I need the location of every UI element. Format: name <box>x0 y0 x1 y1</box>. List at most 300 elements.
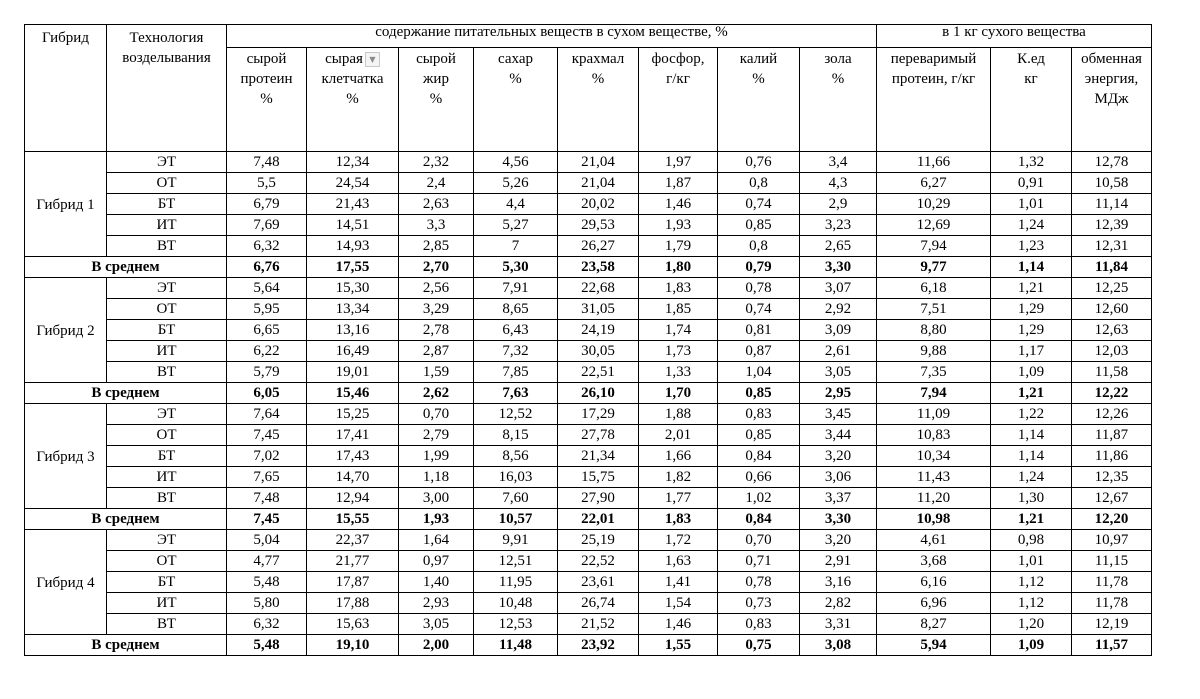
value-cell: 21,04 <box>558 152 639 173</box>
value-cell: 8,56 <box>474 446 558 467</box>
value-cell: 24,19 <box>558 320 639 341</box>
value-cell: 17,88 <box>307 593 399 614</box>
table-row <box>25 215 1152 236</box>
value-cell: 2,79 <box>399 425 474 446</box>
value-cell: 3,16 <box>800 572 877 593</box>
value-cell: 7,94 <box>877 236 991 257</box>
hybrid-cell: Гибрид 1 <box>25 152 107 257</box>
value-cell: 2,91 <box>800 551 877 572</box>
value-cell: 0,78 <box>718 572 800 593</box>
value-cell: 11,15 <box>1072 551 1152 572</box>
value-cell: 1,12 <box>991 593 1072 614</box>
value-cell: 2,92 <box>800 299 877 320</box>
value-cell: 6,32 <box>227 236 307 257</box>
column-header-line: МДж <box>1094 90 1129 107</box>
value-cell: 25,19 <box>558 530 639 551</box>
value-cell: 14,51 <box>307 215 399 236</box>
value-cell: 1,18 <box>399 467 474 488</box>
value-cell: 1,73 <box>639 341 718 362</box>
per-kg-group-header: в 1 кг сухого вещества <box>877 25 1152 48</box>
value-cell: 12,78 <box>1072 152 1152 173</box>
value-cell: 12,39 <box>1072 215 1152 236</box>
value-cell: 8,65 <box>474 299 558 320</box>
average-value-cell: 1,09 <box>991 635 1072 656</box>
column-header-line: г/кг <box>666 70 690 87</box>
average-value-cell: 19,10 <box>307 635 399 656</box>
column-header-line: фосфор, <box>651 51 705 67</box>
technology-cell: ВТ <box>107 614 227 635</box>
value-cell: 12,94 <box>307 488 399 509</box>
value-cell: 1,88 <box>639 404 718 425</box>
value-cell: 9,91 <box>474 530 558 551</box>
table-row <box>25 572 1152 593</box>
technology-cell: БТ <box>107 446 227 467</box>
column-header-line: сырой <box>246 51 287 67</box>
average-value-cell: 11,48 <box>474 635 558 656</box>
value-cell: 10,58 <box>1072 173 1152 194</box>
column-header-line: % <box>509 70 522 87</box>
value-cell: 11,43 <box>877 467 991 488</box>
value-cell: 0,85 <box>718 425 800 446</box>
value-cell: 27,90 <box>558 488 639 509</box>
column-header-line: протеин, г/кг <box>891 70 976 87</box>
value-cell: 8,80 <box>877 320 991 341</box>
value-cell: 11,09 <box>877 404 991 425</box>
value-cell: 5,95 <box>227 299 307 320</box>
value-cell: 1,12 <box>991 572 1072 593</box>
value-cell: 1,74 <box>639 320 718 341</box>
average-value-cell: 1,14 <box>991 257 1072 278</box>
value-cell: 6,79 <box>227 194 307 215</box>
technology-cell: ОТ <box>107 551 227 572</box>
technology-cell: ИТ <box>107 593 227 614</box>
value-cell: 3,3 <box>399 215 474 236</box>
value-cell: 1,23 <box>991 236 1072 257</box>
value-cell: 29,53 <box>558 215 639 236</box>
value-cell: 5,27 <box>474 215 558 236</box>
value-cell: 7,35 <box>877 362 991 383</box>
average-value-cell: 23,92 <box>558 635 639 656</box>
average-value-cell: 17,55 <box>307 257 399 278</box>
average-value-cell: 0,84 <box>718 509 800 530</box>
value-cell: 12,19 <box>1072 614 1152 635</box>
value-cell: 8,15 <box>474 425 558 446</box>
value-cell: 11,78 <box>1072 593 1152 614</box>
value-cell: 11,66 <box>877 152 991 173</box>
table-row <box>25 446 1152 467</box>
column-header-line: протеин <box>240 70 293 87</box>
value-cell: 3,20 <box>800 446 877 467</box>
value-cell: 1,29 <box>991 299 1072 320</box>
average-value-cell: 15,55 <box>307 509 399 530</box>
value-cell: 1,01 <box>991 551 1072 572</box>
technology-cell: ОТ <box>107 299 227 320</box>
value-cell: 3,07 <box>800 278 877 299</box>
value-cell: 7,85 <box>474 362 558 383</box>
value-cell: 11,87 <box>1072 425 1152 446</box>
value-cell: 5,04 <box>227 530 307 551</box>
average-value-cell: 12,20 <box>1072 509 1152 530</box>
value-cell: 12,67 <box>1072 488 1152 509</box>
value-cell: 1,20 <box>991 614 1072 635</box>
average-value-cell: 0,85 <box>718 383 800 404</box>
value-cell: 16,49 <box>307 341 399 362</box>
value-cell: 1,87 <box>639 173 718 194</box>
value-cell: 1,22 <box>991 404 1072 425</box>
value-cell: 1,32 <box>991 152 1072 173</box>
table-row <box>25 362 1152 383</box>
column-header-line: % <box>429 90 443 107</box>
value-cell: 17,43 <box>307 446 399 467</box>
nutrient-table <box>24 24 1152 656</box>
technology-cell: БТ <box>107 572 227 593</box>
value-cell: 11,20 <box>877 488 991 509</box>
table-row <box>25 593 1152 614</box>
value-cell: 0,87 <box>718 341 800 362</box>
value-cell: 1,14 <box>991 446 1072 467</box>
value-cell: 14,93 <box>307 236 399 257</box>
value-cell: 0,8 <box>718 236 800 257</box>
average-value-cell: 9,77 <box>877 257 991 278</box>
table-row <box>25 488 1152 509</box>
column-header <box>877 48 991 152</box>
value-cell: 1,93 <box>639 215 718 236</box>
value-cell: 4,4 <box>474 194 558 215</box>
value-cell: 9,88 <box>877 341 991 362</box>
column-header-line: зола <box>824 51 852 67</box>
value-cell: 1,40 <box>399 572 474 593</box>
value-cell: 12,03 <box>1072 341 1152 362</box>
value-cell: 6,16 <box>877 572 991 593</box>
value-cell: 3,31 <box>800 614 877 635</box>
average-value-cell: 11,57 <box>1072 635 1152 656</box>
value-cell: 17,41 <box>307 425 399 446</box>
table-row <box>25 551 1152 572</box>
average-row <box>25 383 1152 404</box>
value-cell: 21,52 <box>558 614 639 635</box>
column-header <box>558 48 639 152</box>
average-value-cell: 10,57 <box>474 509 558 530</box>
value-cell: 12,51 <box>474 551 558 572</box>
value-cell: 10,29 <box>877 194 991 215</box>
average-value-cell: 1,21 <box>991 509 1072 530</box>
average-value-cell: 5,94 <box>877 635 991 656</box>
average-value-cell: 1,70 <box>639 383 718 404</box>
value-cell: 5,80 <box>227 593 307 614</box>
value-cell: 0,66 <box>718 467 800 488</box>
value-cell: 4,61 <box>877 530 991 551</box>
value-cell: 1,85 <box>639 299 718 320</box>
technology-cell: ИТ <box>107 467 227 488</box>
table-row <box>25 467 1152 488</box>
value-cell: 15,75 <box>558 467 639 488</box>
value-cell: 4,56 <box>474 152 558 173</box>
value-cell: 24,54 <box>307 173 399 194</box>
average-value-cell: 2,62 <box>399 383 474 404</box>
table-row <box>25 236 1152 257</box>
table-body <box>25 152 1152 656</box>
value-cell: 12,69 <box>877 215 991 236</box>
value-cell: 3,09 <box>800 320 877 341</box>
average-value-cell: 15,46 <box>307 383 399 404</box>
value-cell: 5,79 <box>227 362 307 383</box>
value-cell: 10,34 <box>877 446 991 467</box>
column-header <box>718 48 800 152</box>
value-cell: 3,68 <box>877 551 991 572</box>
average-value-cell: 1,21 <box>991 383 1072 404</box>
average-value-cell: 3,30 <box>800 257 877 278</box>
value-cell: 1,83 <box>639 278 718 299</box>
technology-cell: ВТ <box>107 236 227 257</box>
value-cell: 10,83 <box>877 425 991 446</box>
value-cell: 6,32 <box>227 614 307 635</box>
value-cell: 12,63 <box>1072 320 1152 341</box>
average-label: В среднем <box>25 383 227 404</box>
value-cell: 2,87 <box>399 341 474 362</box>
value-cell: 7,64 <box>227 404 307 425</box>
technology-cell: ВТ <box>107 488 227 509</box>
column-header <box>991 48 1072 152</box>
value-cell: 22,52 <box>558 551 639 572</box>
value-cell: 17,87 <box>307 572 399 593</box>
average-value-cell: 0,75 <box>718 635 800 656</box>
technology-cell: ОТ <box>107 425 227 446</box>
column-header-line: калий <box>739 51 778 67</box>
column-header <box>227 48 307 152</box>
average-value-cell: 2,95 <box>800 383 877 404</box>
average-value-cell: 12,22 <box>1072 383 1152 404</box>
value-cell: 7,32 <box>474 341 558 362</box>
technology-cell: БТ <box>107 194 227 215</box>
filter-dropdown-icon[interactable]: ▼ <box>365 52 380 67</box>
average-value-cell: 3,30 <box>800 509 877 530</box>
average-value-cell: 1,83 <box>639 509 718 530</box>
column-header-line: % <box>752 70 765 87</box>
value-cell: 1,29 <box>991 320 1072 341</box>
average-value-cell: 1,80 <box>639 257 718 278</box>
value-cell: 2,9 <box>800 194 877 215</box>
average-row <box>25 509 1152 530</box>
value-cell: 3,23 <box>800 215 877 236</box>
value-cell: 3,06 <box>800 467 877 488</box>
value-cell: 3,05 <box>800 362 877 383</box>
value-cell: 27,78 <box>558 425 639 446</box>
value-cell: 2,85 <box>399 236 474 257</box>
value-cell: 14,70 <box>307 467 399 488</box>
value-cell: 10,97 <box>1072 530 1152 551</box>
value-cell: 3,00 <box>399 488 474 509</box>
value-cell: 1,99 <box>399 446 474 467</box>
hybrid-cell: Гибрид 4 <box>25 530 107 635</box>
value-cell: 11,14 <box>1072 194 1152 215</box>
average-value-cell: 11,84 <box>1072 257 1152 278</box>
technology-cell: ВТ <box>107 362 227 383</box>
column-header-line: % <box>260 90 273 107</box>
average-value-cell: 7,94 <box>877 383 991 404</box>
table-row <box>25 194 1152 215</box>
value-cell: 30,05 <box>558 341 639 362</box>
technology-cell: ИТ <box>107 341 227 362</box>
value-cell: 1,82 <box>639 467 718 488</box>
value-cell: 11,58 <box>1072 362 1152 383</box>
average-value-cell: 1,55 <box>639 635 718 656</box>
value-cell: 5,48 <box>227 572 307 593</box>
value-cell: 1,54 <box>639 593 718 614</box>
average-row <box>25 635 1152 656</box>
value-cell: 12,26 <box>1072 404 1152 425</box>
value-cell: 1,72 <box>639 530 718 551</box>
value-cell: 1,79 <box>639 236 718 257</box>
column-header-line: % <box>831 70 845 87</box>
value-cell: 0,74 <box>718 194 800 215</box>
value-cell: 2,65 <box>800 236 877 257</box>
value-cell: 3,05 <box>399 614 474 635</box>
column-header-line: переваримый <box>890 51 977 67</box>
average-value-cell: 6,76 <box>227 257 307 278</box>
technology-cell: ЭТ <box>107 152 227 173</box>
value-cell: 7,60 <box>474 488 558 509</box>
value-cell: 2,61 <box>800 341 877 362</box>
value-cell: 15,25 <box>307 404 399 425</box>
value-cell: 21,77 <box>307 551 399 572</box>
value-cell: 1,30 <box>991 488 1072 509</box>
average-value-cell: 6,05 <box>227 383 307 404</box>
value-cell: 7,48 <box>227 152 307 173</box>
value-cell: 12,35 <box>1072 467 1152 488</box>
value-cell: 0,70 <box>399 404 474 425</box>
value-cell: 5,5 <box>227 173 307 194</box>
table-row <box>25 173 1152 194</box>
nutrients-group-header: содержание питательных веществ в сухом веществе, % <box>227 25 877 48</box>
technology-cell: ЭТ <box>107 278 227 299</box>
value-cell: 10,48 <box>474 593 558 614</box>
technology-cell: БТ <box>107 320 227 341</box>
value-cell: 1,24 <box>991 467 1072 488</box>
column-header-line: % <box>591 70 605 87</box>
value-cell: 31,05 <box>558 299 639 320</box>
value-cell: 7,48 <box>227 488 307 509</box>
column-header <box>1072 48 1152 152</box>
value-cell: 0,83 <box>718 404 800 425</box>
value-cell: 3,37 <box>800 488 877 509</box>
technology-cell: ОТ <box>107 173 227 194</box>
average-value-cell: 26,10 <box>558 383 639 404</box>
value-cell: 1,02 <box>718 488 800 509</box>
value-cell: 13,16 <box>307 320 399 341</box>
value-cell: 0,73 <box>718 593 800 614</box>
value-cell: 7 <box>474 236 558 257</box>
value-cell: 0,71 <box>718 551 800 572</box>
average-value-cell: 10,98 <box>877 509 991 530</box>
average-value-cell: 23,58 <box>558 257 639 278</box>
technology-cell: ИТ <box>107 215 227 236</box>
value-cell: 0,78 <box>718 278 800 299</box>
technology-cell: ЭТ <box>107 404 227 425</box>
value-cell: 2,78 <box>399 320 474 341</box>
column-header-line: сырая <box>325 51 363 67</box>
column-header-line: жир <box>423 70 449 87</box>
value-cell: 19,01 <box>307 362 399 383</box>
value-cell: 6,22 <box>227 341 307 362</box>
value-cell: 7,45 <box>227 425 307 446</box>
value-cell: 1,63 <box>639 551 718 572</box>
value-cell: 21,34 <box>558 446 639 467</box>
average-value-cell: 5,48 <box>227 635 307 656</box>
value-cell: 0,85 <box>718 215 800 236</box>
column-header-line: % <box>346 90 359 107</box>
value-cell: 21,04 <box>558 173 639 194</box>
value-cell: 1,77 <box>639 488 718 509</box>
table-row <box>25 404 1152 425</box>
value-cell: 1,24 <box>991 215 1072 236</box>
value-cell: 23,61 <box>558 572 639 593</box>
value-cell: 11,78 <box>1072 572 1152 593</box>
column-header-line: кг <box>1024 70 1038 87</box>
value-cell: 7,02 <box>227 446 307 467</box>
technology-header <box>107 25 227 152</box>
hybrid-cell: Гибрид 3 <box>25 404 107 509</box>
table-row <box>25 152 1152 173</box>
value-cell: 22,37 <box>307 530 399 551</box>
value-cell: 1,59 <box>399 362 474 383</box>
table-row <box>25 530 1152 551</box>
value-cell: 2,56 <box>399 278 474 299</box>
column-header <box>639 48 718 152</box>
technology-header-line: Технология <box>129 30 204 46</box>
technology-header-line: возделывания <box>122 49 211 66</box>
hybrid-cell: Гибрид 2 <box>25 278 107 383</box>
value-cell: 1,04 <box>718 362 800 383</box>
table-row <box>25 299 1152 320</box>
average-value-cell: 2,70 <box>399 257 474 278</box>
value-cell: 7,69 <box>227 215 307 236</box>
column-header-line: клетчатка <box>321 70 384 87</box>
value-cell: 1,46 <box>639 614 718 635</box>
value-cell: 0,81 <box>718 320 800 341</box>
value-cell: 3,4 <box>800 152 877 173</box>
value-cell: 17,29 <box>558 404 639 425</box>
average-label: В среднем <box>25 509 227 530</box>
value-cell: 8,27 <box>877 614 991 635</box>
value-cell: 0,8 <box>718 173 800 194</box>
value-cell: 16,03 <box>474 467 558 488</box>
value-cell: 22,68 <box>558 278 639 299</box>
average-label: В среднем <box>25 635 227 656</box>
value-cell: 12,31 <box>1072 236 1152 257</box>
value-cell: 2,32 <box>399 152 474 173</box>
column-header <box>474 48 558 152</box>
hybrid-header: Гибрид <box>25 25 107 152</box>
value-cell: 0,91 <box>991 173 1072 194</box>
average-label: В среднем <box>25 257 227 278</box>
value-cell: 3,29 <box>399 299 474 320</box>
column-header <box>399 48 474 152</box>
value-cell: 15,63 <box>307 614 399 635</box>
average-value-cell: 1,93 <box>399 509 474 530</box>
column-header <box>800 48 877 152</box>
value-cell: 12,34 <box>307 152 399 173</box>
value-cell: 4,3 <box>800 173 877 194</box>
column-header-line: энергия, <box>1084 70 1139 87</box>
value-cell: 1,21 <box>991 278 1072 299</box>
average-value-cell: 5,30 <box>474 257 558 278</box>
average-value-cell: 22,01 <box>558 509 639 530</box>
table-row <box>25 341 1152 362</box>
value-cell: 3,45 <box>800 404 877 425</box>
technology-cell: ЭТ <box>107 530 227 551</box>
value-cell: 5,64 <box>227 278 307 299</box>
value-cell: 11,95 <box>474 572 558 593</box>
